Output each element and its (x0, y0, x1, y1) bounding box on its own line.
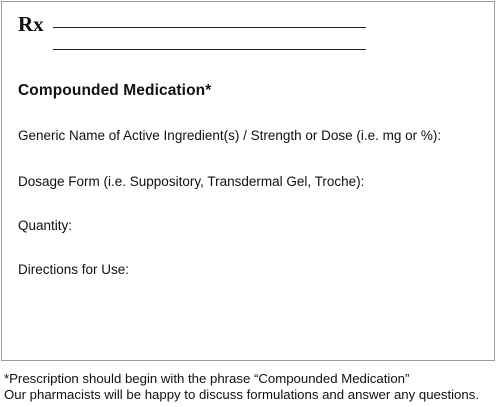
field-dosage-form-label: Dosage Form (i.e. Suppository, Transdermal Gel, Troche): (18, 174, 365, 189)
footer-note: *Prescription should begin with the phrase “Compounded Medication” (4, 371, 410, 386)
rx-write-line-1[interactable] (53, 27, 366, 28)
rx-write-line-2[interactable] (53, 49, 366, 50)
field-directions-label: Directions for Use: (18, 262, 130, 277)
field-quantity-label: Quantity: (18, 218, 73, 233)
field-generic-name-label: Generic Name of Active Ingredient(s) / Strength or Dose (i.e. mg or %): (18, 128, 442, 143)
footer-contact: Our pharmacists will be happy to discuss formulations and answer any questions. (4, 387, 479, 402)
form-heading: Compounded Medication* (18, 82, 212, 99)
rx-symbol: Rx (18, 12, 44, 36)
prescription-form-box (1, 1, 495, 361)
